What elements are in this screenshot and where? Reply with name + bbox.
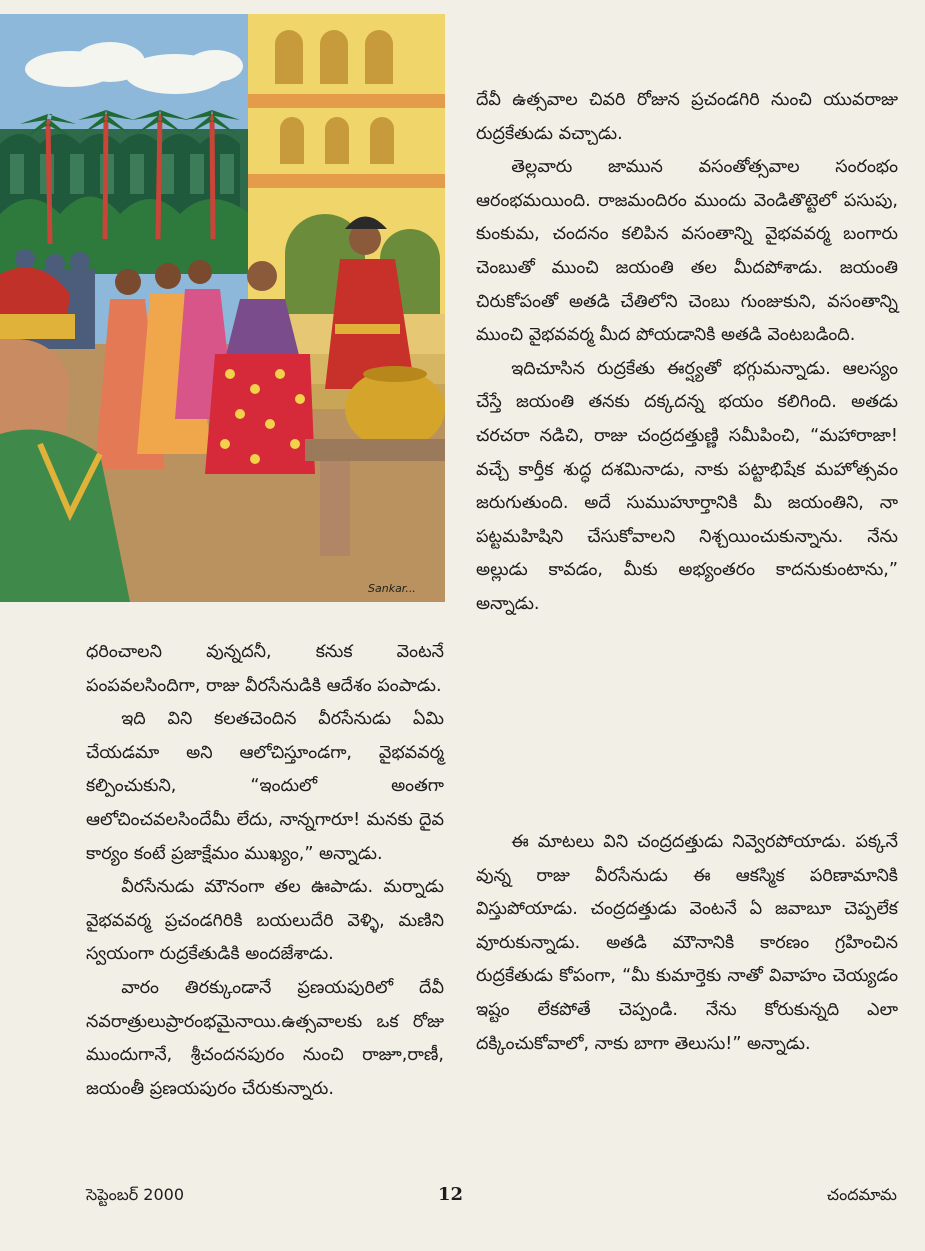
paragraph: దేవీ ఉత్సవాల చివరి రోజున ప్రచండగిరి నుంచి యువరాజు రుద్రకేతుడు వచ్చాడు. xyxy=(476,90,898,144)
paragraph: ఈ మాటలు విని చంద్రదత్తుడు నివ్వెరపోయాడు. పక్కనే వున్న రాజు వీరసేనుడు ఈ ఆకస్మిక పరిణామానికి విస్తుపోయాడు. చంద్రదత్తుడు వెంటనే ఏ జవాబూ చెప్పలేక వూరుకున్నాడు. అతడి మౌనానికి కారణం గ్రహించిన రుద్రకేతుడు కోపంగా, “మీ కుమార్తెకు నాతో వివాహం చెయ్యడం ఇష్టం లేకపోతే చెప్పండి. నేను కోరుకున్నది ఎలా దక్కించుకోవాలో, నాకు బాగా తెలుసు!” అన్నాడు. xyxy=(476,832,898,1054)
paragraph: తెల్లవారు జామున వసంతోత్సవాల సంరంభం ఆరంభమయింది. రాజమందిరం ముందు వెండితొట్టెలో పసుపు, కుంకుమ, చందనం కలిపిన వసంతాన్ని వైభవవర్మ బంగారు చెంబుతో ముంచి జయంతి తల మీదపోశాడు. జయంతి చిరుకోపంతో అతడి చేతిలోని చెంబు గుంజుకుని, వసంతాన్ని ముంచి వైభవవర్మ మీద పోయడానికి అతడి వెంటబడింది. xyxy=(476,157,898,346)
bottom-left-column-text xyxy=(86,636,444,1106)
paragraph: వీరసేనుడు మౌనంగా తల ఊపాడు. మర్నాడు వైభవవర్మ ప్రచండగిరికి బయలుదేరి వెళ్ళి, మణిని స్వయంగా రుద్రకేతుడికి అందజేశాడు. xyxy=(86,877,444,965)
paragraph: ఇదిచూసిన రుద్రకేతు ఈర్ష్యతో భగ్గుమన్నాడు. ఆలస్యం చేస్తే జయంతి తనకు దక్కదన్న భయం కలిగింది. అతడు చరచరా నడిచి, రాజు చంద్రదత్తుణ్ణి సమీపించి, “మహారాజా! వచ్చే కార్తీక శుద్ధ దశమినాడు, నాకు పట్టాభిషేక మహోత్సవం జరుగుతుంది. అదే సుముహూర్తానికి మీ జయంతిని, నా పట్టమహిషిని చేసుకోవాలని నిశ్చయించుకున్నాను. నేను అల్లుడు కావడం, మీకు అభ్యంతరం కాదనుకుంటాను,” అన్నాడు. xyxy=(476,358,898,614)
artist-signature: Sankar... xyxy=(368,582,416,595)
page-number: 12 xyxy=(438,1184,464,1205)
paragraph: ఇది విని కలతచెందిన వీరసేనుడు ఏమి చేయడమా అని ఆలోచిస్తూండగా, వైభవవర్మ కల్పించుకుని, “ఇందులో అంతగా ఆలోచించవలసిందేమీ లేదు, నాన్నగారూ! మనకు దైవ కార్యం కంటే ప్రజాక్షేమం ముఖ్యం,” అన్నాడు. xyxy=(86,709,444,864)
bottom-right-column-text xyxy=(476,826,898,1061)
paragraph: వారం తిరక్కుండానే ప్రణయపురిలో దేవీ నవరాత్రులుప్రారంభమైనాయి.ఉత్సవాలకు ఒక రోజు ముందుగానే, శ్రీచందనపురం నుంచి రాజూ,రాణీ, జయంతీ ప్రణయపురం చేరుకున్నారు. xyxy=(86,977,444,1099)
story-illustration xyxy=(0,14,445,602)
footer-date: సెప్టెంబర్ 2000 xyxy=(86,1185,185,1204)
right-column-text xyxy=(476,84,898,622)
magazine-name: చందమామ xyxy=(826,1185,897,1204)
paragraph: ధరించాలని వున్నదనీ, కనుక వెంటనే పంపవలసిందిగా, రాజు వీరసేనుడికి ఆదేశం పంపాడు. xyxy=(86,642,444,696)
